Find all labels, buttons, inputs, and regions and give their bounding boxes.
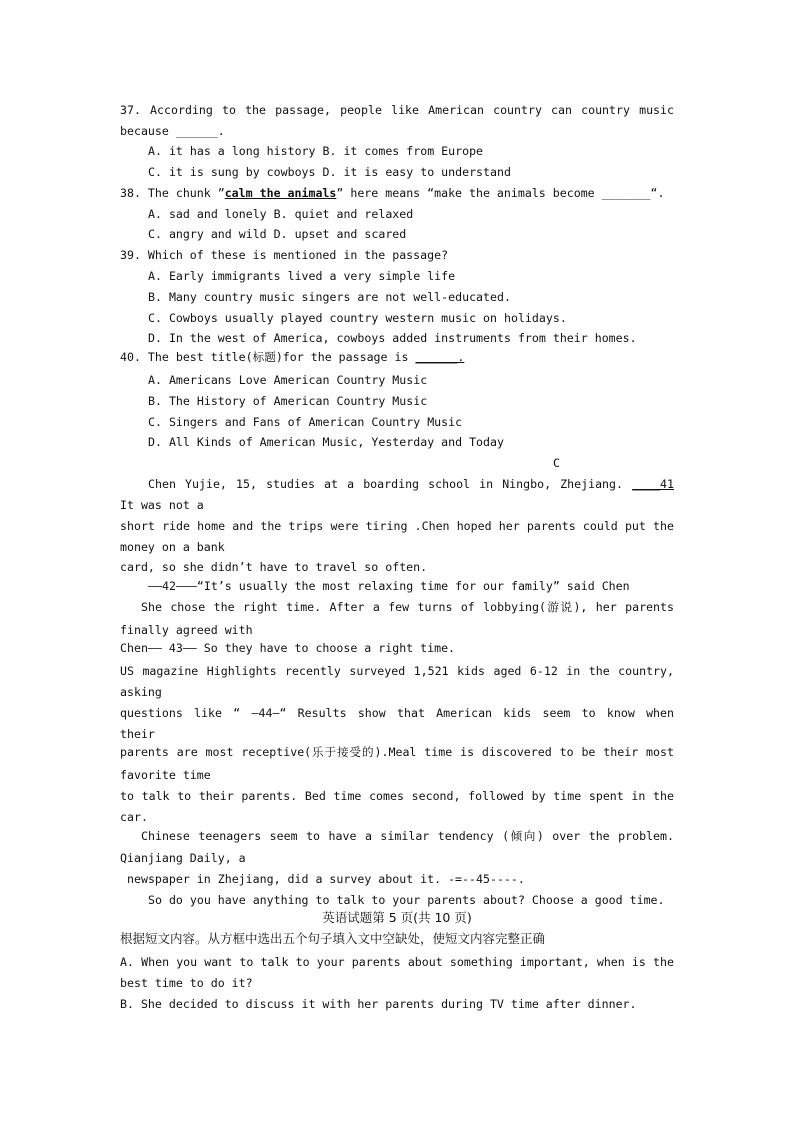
passage-c-p4-line3: questions like “ –44—“ Results show that American kids seem to know when [120,706,674,720]
passage-c-p1-line4: money on a bank [120,540,225,554]
q40-stem-cn: 标题 [252,350,276,364]
q38-stem [120,186,664,201]
blank-41: ____41 [632,477,674,491]
passage-c-p4-text-a: parents are most receptive( [120,745,312,759]
passage-c-p3-line1 [141,600,674,615]
passage-c-p4-text-b: ).Meal time is discovered to be their most [374,745,674,759]
q40-option-c: C. Singers and Fans of American Country Music [148,415,463,429]
passage-c-p1-line1 [148,477,674,492]
passage-c-p5-line2: Qianjiang Daily, a [120,851,246,865]
q40-stem-post: )for the passage is [275,350,416,364]
section-c-label: C [553,456,560,470]
passage-c-p1-line2: It was not a [120,498,204,512]
passage-c-p5-line1 [141,829,674,844]
q40-option-b: B. The History of American Country Music [148,394,428,408]
q39-option-a: A. Early immigrants lived a very simple life [148,269,456,283]
passage-c-p3-text-b: ), her parents [573,600,674,614]
q38-options-ab: A. sad and lonely B. quiet and relaxed [148,207,414,221]
q38-chunk: calm the animals [224,186,337,200]
page-footer: 英语试题第 5 页(共 10 页) [322,910,472,925]
passage-c-p4-line1: US magazine Highlights recently surveyed 1,521 kids aged 6-12 in the country, [120,664,674,678]
passage-c-p1-text: Chen Yujie, 15, studies at a boarding school in Ningbo, Zhejiang. [148,477,623,491]
passage-c-p4-line6: favorite time [120,768,211,782]
q40-stem-pre: 40. The best title( [120,350,253,364]
q38-options-cd: C. angry and wild D. upset and scared [148,227,407,241]
passage-c-p4-line7: to talk to their parents. Bed time comes second, followed by time spent in the [120,789,674,803]
passage-c-p4-line2: asking [120,685,162,699]
passage-c-p2: ——42———“It’s usually the most relaxing time for our familyˮ said Chen [148,579,630,593]
passage-c-p3-line3: Chen—— 43—— So they have to choose a right time. [120,641,456,655]
q38-stem-post: ˮ here means “make the animals become _______“. [336,186,665,200]
passage-c-p4-line8: car. [120,810,148,824]
task-instruction: 根据短文内容。从方框中选出五个句子填入文中空缺处，使短文内容完整正确 [120,931,546,946]
passage-c-p5-text-b: ) over the problem. [536,829,674,843]
passage-c-p4-line4: their [120,727,155,741]
passage-c-p1-line3: short ride home and the trips were tiring .Chen hoped her parents could put the [120,519,674,533]
option-a-line2: best time to do it? [120,976,253,990]
passage-c-p5-text-a: Chinese teenagers seem to have a similar tendency ( [141,829,510,843]
q40-option-a: A. Americans Love American Country Music [148,373,428,387]
q40-blank: ______. [415,350,465,364]
q39-option-d: D. In the west of America, cowboys added instruments from their homes. [148,331,637,345]
passage-c-p1-line5: card, so she didn’t have to travel so often. [120,560,428,574]
q40-stem [120,350,464,365]
passage-c-p3-cn: 游说 [546,600,574,614]
q38-stem-pre: 38. The chunk ˮ [120,186,225,200]
passage-c-p4-cn: 乐于接受的 [311,745,375,759]
passage-c-p6: So do you have anything to talk to your parents about? Choose a good time. [148,893,665,907]
q37-stem-line2: because ______. [120,124,225,138]
q37-options-ab: A. it has a long history B. it comes from Europe [148,144,484,158]
q39-stem: 39. Which of these is mentioned in the passage? [120,248,449,262]
option-b: B. She decided to discuss it with her parents during TV time after dinner. [120,997,637,1011]
q39-option-b: B. Many country music singers are not well-educated. [148,290,511,304]
passage-c-p5-line3: newspaper in Zhejiang, did a survey about it. -=--45----. [127,872,525,886]
q39-option-c: C. Cowboys usually played country western music on holidays. [148,311,567,325]
passage-c-p4-line5 [120,745,674,760]
passage-c-p5-cn: 倾向 [509,829,537,843]
passage-c-p3-line2: finally agreed with [120,623,253,637]
q40-option-d: D. All Kinds of American Music, Yesterday and Today [148,435,504,449]
q37-options-cd: C. it is sung by cowboys D. it is easy to understand [148,165,511,179]
q37-stem-line1: 37. According to the passage, people like American country can country music [120,103,674,117]
option-a-line1: A. When you want to talk to your parents about something important, when is the [120,955,674,969]
passage-c-p3-text-a: She chose the right time. After a few turns of lobbying( [141,600,546,614]
